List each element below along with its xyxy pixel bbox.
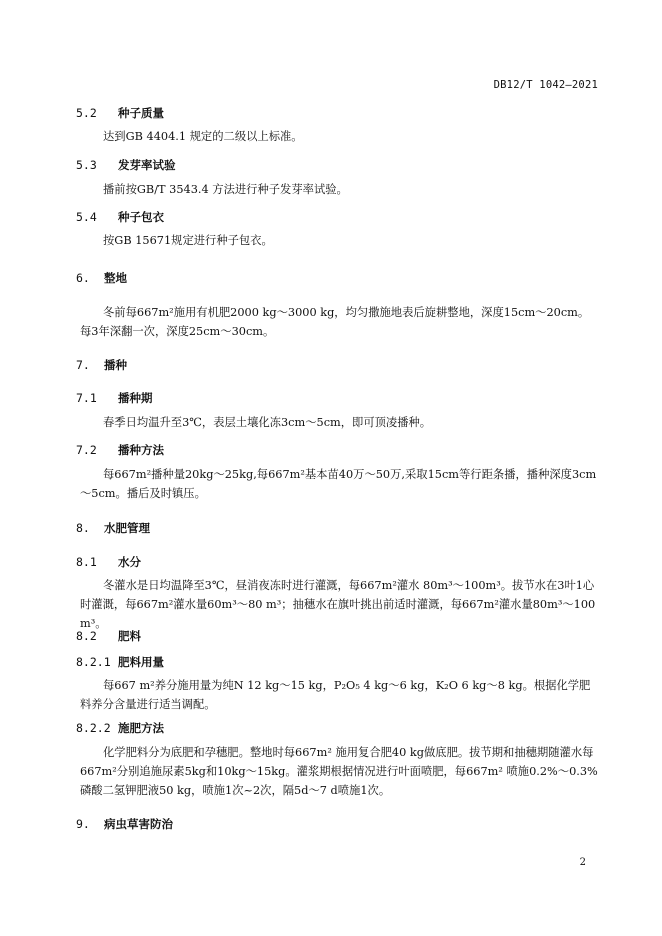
section-title: 水肥管理 bbox=[104, 521, 150, 535]
section-number: 8.1 bbox=[76, 555, 97, 569]
section-number: 7. bbox=[76, 358, 90, 372]
page-number: 2 bbox=[579, 857, 586, 868]
section-title: 种子质量 bbox=[118, 106, 164, 120]
section-heading-5-4 bbox=[76, 209, 164, 225]
section-title: 播种 bbox=[104, 358, 127, 372]
section-heading-9 bbox=[76, 816, 173, 832]
section-number: 7.1 bbox=[76, 391, 97, 405]
section-number: 5.4 bbox=[76, 210, 97, 224]
section-heading-7 bbox=[76, 357, 127, 373]
section-heading-7-2 bbox=[76, 442, 164, 458]
section-number: 9. bbox=[76, 817, 90, 831]
section-number: 6. bbox=[76, 271, 90, 285]
section-title: 肥料 bbox=[118, 629, 141, 643]
section-number: 8.2.2 bbox=[76, 721, 111, 735]
section-title: 种子包衣 bbox=[118, 210, 164, 224]
section-heading-5-2 bbox=[76, 105, 164, 121]
section-title: 播种期 bbox=[118, 391, 153, 405]
section-heading-8-2-1 bbox=[76, 654, 164, 670]
paragraph-8-2-2: 化学肥料分为底肥和孕穗肥。整地时每667m² 施用复合肥40 kg做底肥。拔节期和抽穗期随灌水每667m²分别追施尿素5kg和10kg～15kg。灌浆期根据情况进行叶面喷肥，每667m² 喷施0.2%～0.3%磷酸二氢钾肥液50 kg，喷施1次~2次，隔5d～7 d喷施1次。 bbox=[80, 746, 598, 797]
paragraph-8-2-1: 每667 m²养分施用量为纯N 12 kg～15 kg，P₂O₅ 4 kg～6 kg，K₂O 6 kg～8 kg。根据化学肥料养分含量进行适当调配。 bbox=[80, 679, 591, 711]
paragraph-7-1: 春季日均温升至3℃，表层土壤化冻3cm～5cm，即可顶凌播种。 bbox=[103, 416, 432, 429]
section-number: 8.2.1 bbox=[76, 655, 111, 669]
paragraph-8-1: 冬灌水是日均温降至3℃，昼消夜冻时进行灌溉，每667m²灌水 80m³～100m³。拔节水在3叶1心时灌溉，每667m²灌水量60m³～80 m³；抽穗水在旗叶挑出前适时灌溉，每667m²灌水量80m³～100 m³。 bbox=[80, 579, 596, 630]
paragraph-5-2: 达到GB 4404.1 规定的二级以上标准。 bbox=[103, 130, 303, 143]
section-heading-8 bbox=[76, 520, 150, 536]
section-heading-5-3 bbox=[76, 157, 176, 173]
section-title: 病虫草害防治 bbox=[104, 817, 173, 831]
section-title: 施肥方法 bbox=[118, 721, 164, 735]
section-heading-8-1 bbox=[76, 554, 141, 570]
section-number: 5.3 bbox=[76, 158, 97, 172]
section-number: 8.2 bbox=[76, 629, 97, 643]
section-heading-8-2-2 bbox=[76, 720, 164, 736]
section-title: 发芽率试验 bbox=[118, 158, 176, 172]
section-title: 肥料用量 bbox=[118, 655, 164, 669]
section-number: 5.2 bbox=[76, 106, 97, 120]
section-number: 7.2 bbox=[76, 443, 97, 457]
standard-code: DB12/T 1042—2021 bbox=[493, 79, 598, 91]
paragraph-7-2: 每667m²播种量20kg～25kg,每667m²基本苗40万～50万,采取15cm等行距条播，播种深度3cm～5cm。播后及时镇压。 bbox=[80, 468, 597, 500]
section-number: 8. bbox=[76, 521, 90, 535]
paragraph-5-3: 播前按GB/T 3543.4 方法进行种子发芽率试验。 bbox=[103, 183, 348, 196]
paragraph-6: 冬前每667m²施用有机肥2000 kg～3000 kg，均匀撒施地表后旋耕整地，深度15cm～20cm。每3年深翻一次，深度25cm～30cm。 bbox=[80, 306, 590, 338]
paragraph-5-4: 按GB 15671规定进行种子包衣。 bbox=[103, 234, 273, 247]
section-heading-8-2 bbox=[76, 628, 141, 644]
section-title: 播种方法 bbox=[118, 443, 164, 457]
section-title: 水分 bbox=[118, 555, 141, 569]
section-heading-7-1 bbox=[76, 390, 153, 406]
section-heading-6 bbox=[76, 270, 127, 286]
section-title: 整地 bbox=[104, 271, 127, 285]
